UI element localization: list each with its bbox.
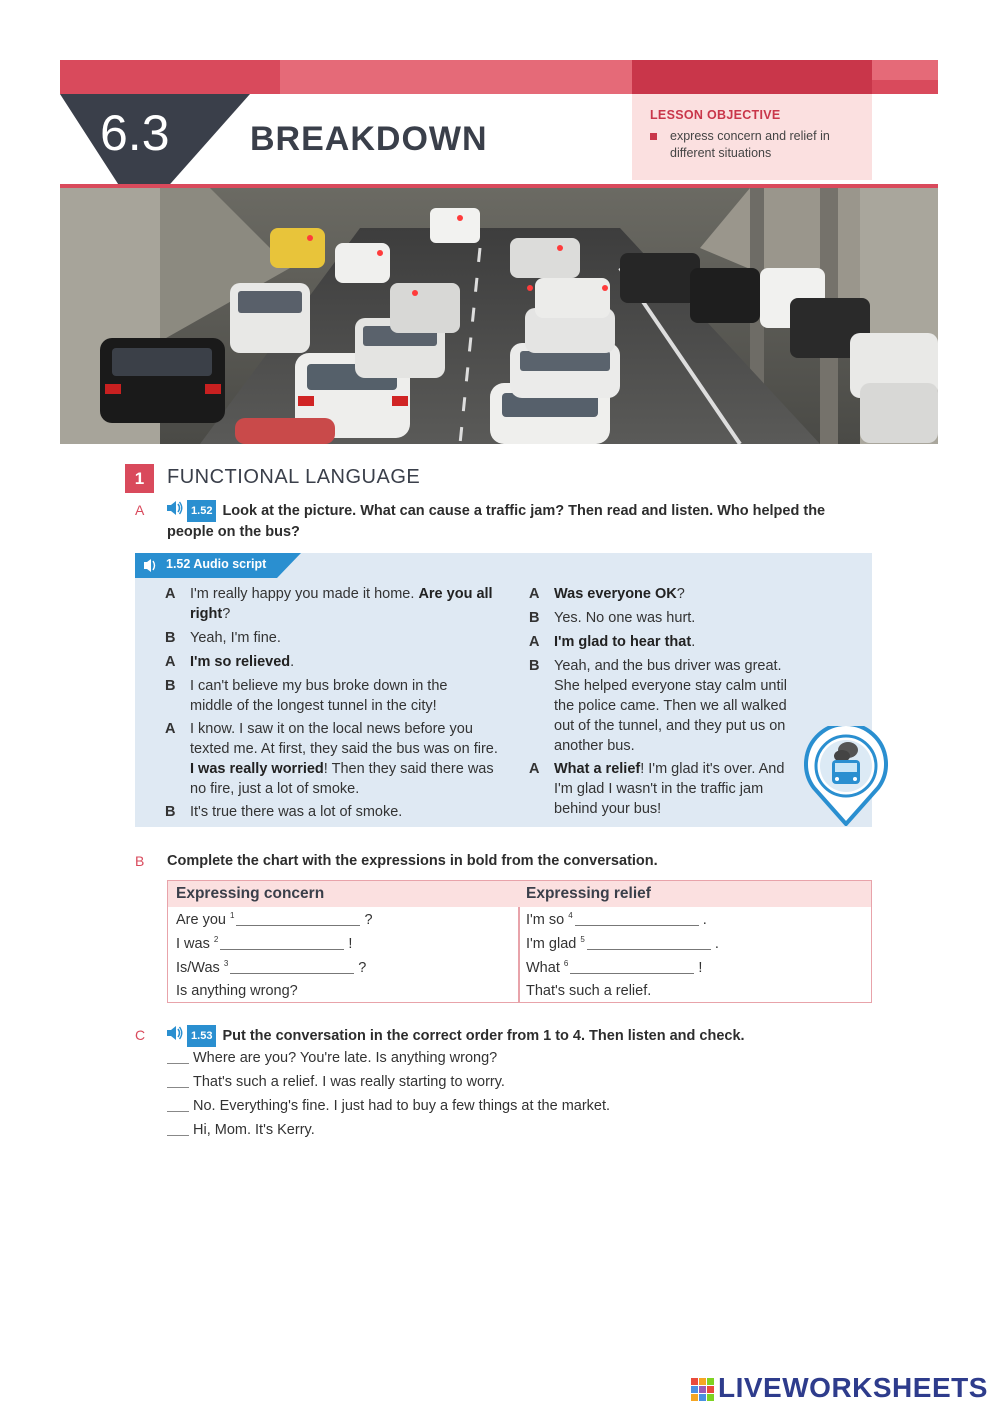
- expressions-chart: [167, 880, 872, 1003]
- chart-header-concern: Expressing concern: [176, 885, 325, 902]
- dialogue-line: A What a relief! I'm glad it's over. And I'm glad I wasn't in the traffic jam behind your bus!: [529, 761, 785, 817]
- chart-cell-concern: I was $^2$ !: [176, 935, 353, 952]
- chart-cell-relief: I'm so $^4$ .: [526, 911, 707, 928]
- dialogue-line: B I can't believe my bus broke down in the middle of the longest tunnel in the city!: [165, 678, 448, 714]
- dialogue-line: A Was everyone OK?: [529, 586, 685, 602]
- order-blank[interactable]: [167, 1135, 189, 1136]
- chart-cell-relief: That's such a relief.: [526, 983, 652, 999]
- chart-cell-concern: Are you $^1$ ?: [176, 911, 373, 928]
- exercise-a-letter: A: [135, 502, 145, 518]
- chart-cell-concern: Is anything wrong?: [176, 983, 298, 999]
- answer-blank-6[interactable]: [570, 973, 694, 974]
- order-blank[interactable]: [167, 1087, 189, 1088]
- instruction-line-1: Look at the picture. What can cause a traffic jam? Then read and listen. Who helped the: [222, 502, 826, 519]
- section-number: 1: [125, 464, 154, 493]
- exercise-a-instruction: [167, 500, 867, 542]
- order-item: No. Everything's fine. I just had to buy a few things at the market.: [167, 1098, 610, 1114]
- instruction-text: Put the conversation in the correct order from 1 to 4. Then listen and check.: [222, 1027, 745, 1044]
- exercise-b-instruction: Complete the chart with the expressions in bold from the conversation.: [167, 853, 658, 869]
- dialogue-line: A I'm really happy you made it home. Are you all right?: [165, 586, 493, 622]
- exercise-c-letter: C: [135, 1027, 146, 1043]
- objective-text: express concern and relief in different situations: [650, 128, 854, 162]
- header-band-dark: [632, 60, 872, 94]
- dialogue-line: B It's true there was a lot of smoke.: [165, 804, 403, 820]
- chart-cell-relief: I'm glad $^5$ .: [526, 935, 719, 952]
- chart-header-relief: Expressing relief: [526, 885, 651, 902]
- answer-blank-1[interactable]: [236, 925, 360, 926]
- exercise-b-letter: B: [135, 853, 145, 869]
- audio-track-number[interactable]: 1.53: [187, 1025, 216, 1047]
- order-blank[interactable]: [167, 1111, 189, 1112]
- traffic-jam-photo: [60, 188, 938, 444]
- liveworksheets-logo[interactable]: LIVEWORKSHEETS: [718, 1372, 988, 1403]
- dialogue-line: B Yeah, and the bus driver was great. She helped everyone stay calm until the police came. Then we all walked out of the tunnel, and they put us on another bus.: [529, 658, 787, 754]
- section-title: FUNCTIONAL LANGUAGE: [167, 466, 421, 488]
- dialogue-line: A I'm glad to hear that.: [529, 634, 696, 650]
- lesson-objective: [632, 94, 872, 180]
- order-item: Where are you? You're late. Is anything wrong?: [167, 1050, 497, 1066]
- exercise-c-instruction: [167, 1025, 745, 1047]
- answer-blank-3[interactable]: [230, 973, 354, 974]
- answer-blank-2[interactable]: [220, 949, 344, 950]
- audio-icon[interactable]: [167, 1026, 183, 1046]
- header-band-tail: [872, 60, 938, 80]
- chart-cell-concern: Is/Was $^3$ ?: [176, 959, 367, 976]
- answer-blank-5[interactable]: [587, 949, 711, 950]
- instruction-line-2: people on the bus?: [167, 524, 300, 540]
- chart-column-divider: [518, 907, 520, 1002]
- audio-script-label: 1.52 Audio script: [166, 557, 267, 571]
- dialogue-line: B Yeah, I'm fine.: [165, 630, 281, 646]
- audio-icon[interactable]: [167, 501, 183, 521]
- answer-blank-4[interactable]: [575, 925, 699, 926]
- dialogue-line: A I know. I saw it on the local news before you texted me. At first, they said the bus was on fire. I was really worried! Then they said there was no fire, just a lot of smoke.: [165, 721, 498, 797]
- chart-cell-relief: What $^6$ !: [526, 959, 703, 976]
- liveworksheets-logo-icon: [691, 1378, 715, 1402]
- order-blank[interactable]: [167, 1063, 189, 1064]
- order-item: That's such a relief. I was really starting to worry.: [167, 1074, 505, 1090]
- header-band-light: [280, 60, 632, 94]
- dialogue-line: A I'm so relieved.: [165, 654, 295, 670]
- lesson-title: BREAKDOWN: [250, 120, 488, 158]
- objective-title: LESSON OBJECTIVE: [650, 108, 781, 122]
- dialogue-line: B Yes. No one was hurt.: [529, 610, 696, 626]
- order-item: Hi, Mom. It's Kerry.: [167, 1122, 315, 1138]
- bus-location-pin-icon: [804, 726, 888, 826]
- audio-track-number[interactable]: 1.52: [187, 500, 216, 522]
- lesson-number: 6.3: [100, 105, 170, 161]
